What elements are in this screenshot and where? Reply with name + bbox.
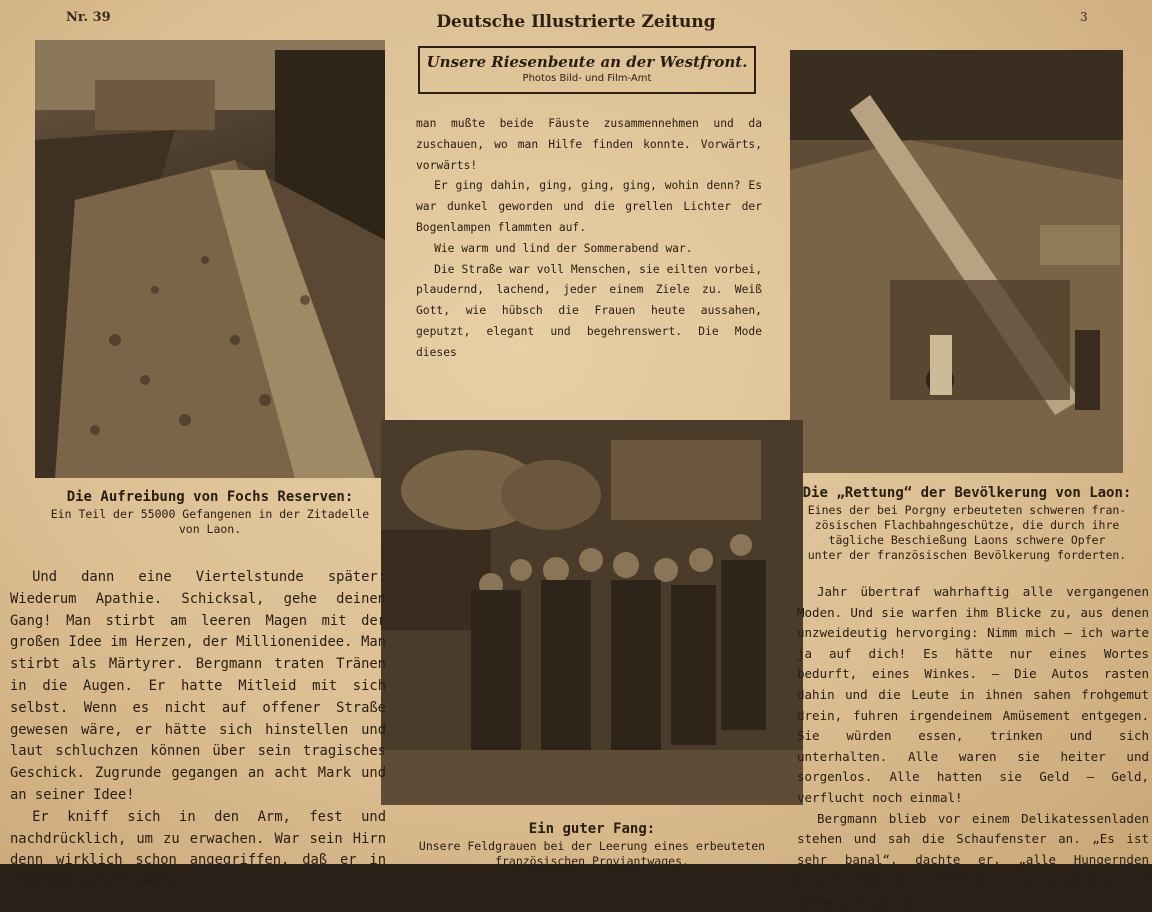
paragraph: Er ging dahin, ging, ging, ging, wohin denn? Es war dunkel geworden und die grellen Lichter der Bogenlampen flammten auf. bbox=[416, 179, 762, 234]
text-column-middle bbox=[416, 114, 762, 364]
text-column-left bbox=[10, 567, 386, 894]
caption-left-title: Die Aufreibung von Fochs Reserven: bbox=[66, 489, 354, 505]
section-heading-box bbox=[418, 46, 756, 94]
caption-bottom-line2: französischen Proviantwages. bbox=[495, 854, 689, 868]
photo-captured-gun bbox=[790, 50, 1123, 473]
paragraph: Bergmann blieb vor einem Delikatessenladen stehen und sah die Schaufenster an. „Es ist sehr banal“, dachte er, „alle Hungernden stellen sich vor Delikatessengeschäfte – aber warum sollte ich bbox=[797, 810, 1149, 908]
paragraph: Die Straße war voll Menschen, sie eilten vorbei, plaudernd, lachend, jeder einem Ziele zu. Weiß Gott, wie hübsch die Frauen heute aussahen, geputzt, elegant und begehrenswert. Die Mode dieses bbox=[416, 262, 762, 359]
caption-bottom bbox=[390, 820, 794, 869]
section-heading: Unsere Riesenbeute an der Westfront. bbox=[426, 53, 748, 71]
caption-left-line2: von Laon. bbox=[178, 522, 242, 536]
text-column-right bbox=[797, 582, 1149, 912]
caption-bottom-line1: Unsere Feldgrauen bei der Leerung eines erbeuteten bbox=[418, 839, 766, 853]
paragraph: Er kniff sich in den Arm, fest und nachdrücklich, um zu erwachen. War sein Hirn denn wirklich schon angegriffen, daß er in verlegener Sentimen- bbox=[10, 808, 386, 891]
photo-soldiers-provisions bbox=[381, 420, 803, 805]
caption-bottom-title: Ein guter Fang: bbox=[528, 821, 656, 837]
caption-left-line1: Ein Teil der 55000 Gefangenen in der Zitadelle bbox=[50, 507, 370, 521]
paragraph: Und dann eine Viertelstunde später: Wiederum Apathie. Schicksal, gehe deinen Gang! Man stirbt am leeren Magen mit der großen Idee im Herzen, der Millionenidee. Man stirbt als Märtyrer. Bergmann traten Tränen in die Augen. Er hatte Mitleid mit sich selbst. Wenn es nicht auf offener Straße gewesen wäre, er hätte sich hinstellen und laut schluchzen können über sein tragisches Geschick. Zugrunde gegangen an acht Mark und an seiner Idee! bbox=[10, 569, 386, 803]
masthead-title: Deutsche Illustrierte Zeitung bbox=[436, 12, 716, 32]
page-number: 3 bbox=[1080, 10, 1088, 24]
caption-right bbox=[792, 484, 1142, 563]
photo-credit: Photos Bild- und Film-Amt bbox=[522, 73, 652, 84]
caption-right-title: Die „Rettung“ der Bevölkerung von Laon: bbox=[802, 485, 1132, 501]
paragraph: man mußte beide Fäuste zusammennehmen und da zuschauen, wo man Hilfe finden konnte. Vorwärts, vorwärts! bbox=[416, 117, 762, 172]
caption-right-line3: tägliche Beschießung Laons schwere Opfer bbox=[828, 533, 1106, 547]
caption-left bbox=[35, 488, 385, 537]
caption-right-line1: Eines der bei Porgny erbeuteten schweren fran- bbox=[807, 503, 1127, 517]
paragraph: Wie warm und lind der Sommerabend war. bbox=[434, 241, 693, 255]
caption-right-line4: unter der französischen Bevölkerung forderten. bbox=[807, 548, 1127, 562]
caption-right-line2: zösischen Flachbahngeschütze, die durch ihre bbox=[814, 518, 1120, 532]
issue-number: Nr. 39 bbox=[66, 10, 111, 25]
photo-prisoners-citadel bbox=[35, 40, 385, 478]
paragraph: Jahr übertraf wahrhaftig alle vergangenen Moden. Und sie warfen ihm Blicke zu, aus denen unzweideutig hervorging: Nimm mich – ich warte ja auf dich! Es hätte nur eines Wortes bedurft, eines Winkes. – Die Autos rasten dahin und die Leute in ihnen sahen frohgemut drein, fuhren irgendeinem Amüsement entgegen. Sie würden essen, trinken und sich unterhalten. Alle waren sie heiter und sorgenlos. Alle hatten sie Geld – Geld, verflucht noch einmal! bbox=[797, 584, 1149, 805]
